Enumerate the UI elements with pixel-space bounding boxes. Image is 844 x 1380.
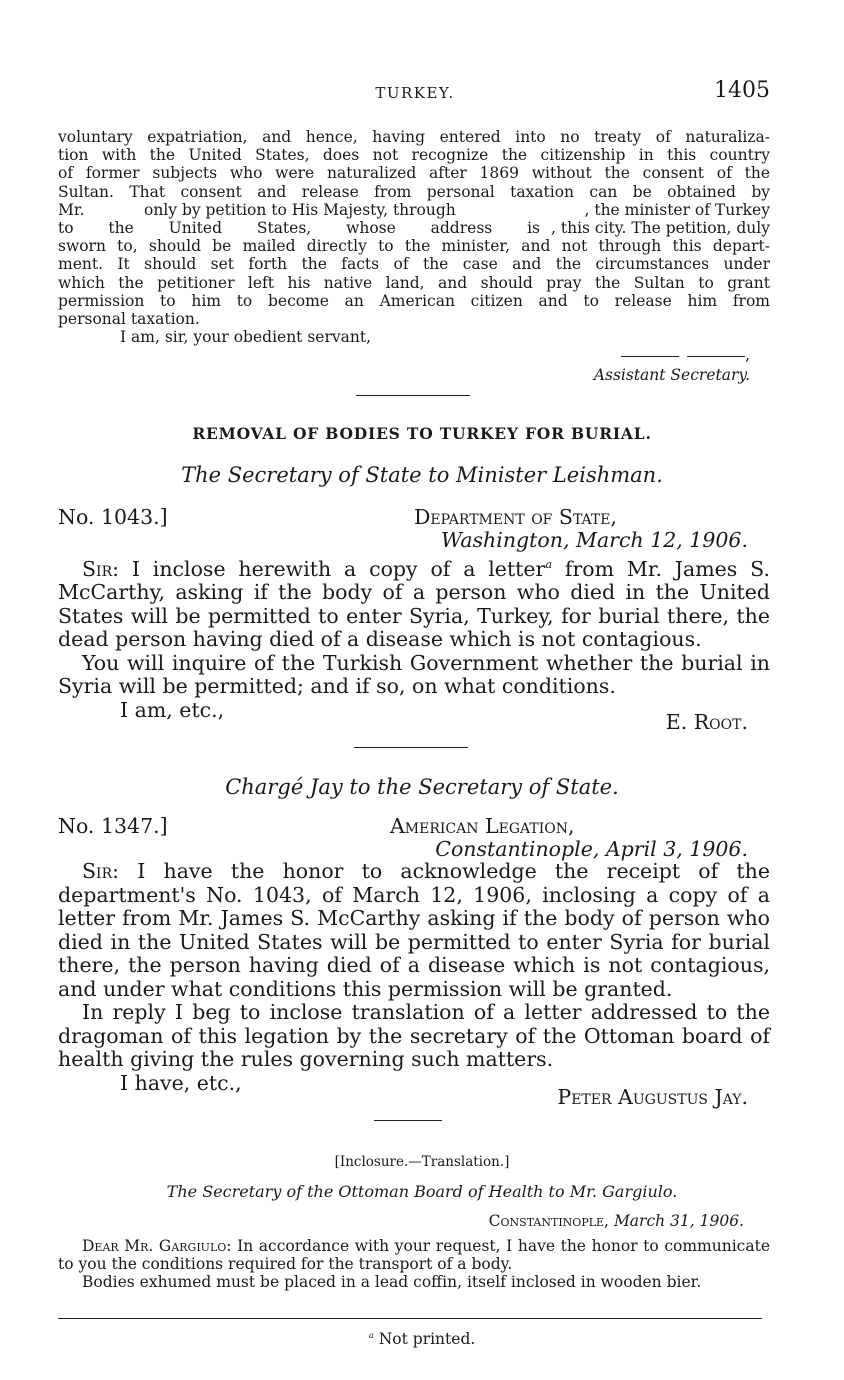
text-line: which the petitioner left his native land, and should pray the Sultan to grant [58,273,770,292]
salutation: Sir: [82,556,120,581]
doc2-dateline [435,838,748,862]
footnote-mark: a [368,1331,374,1341]
paragraph [58,1237,770,1273]
place: Washington [441,528,563,552]
text-line: tion with the United States, does not recognize the citizenship in this country [58,146,770,165]
doc1-signature: E. Root. [665,710,748,734]
text-fragment: , the minister of Turkey [584,200,770,219]
text-fragment: Mr. [58,200,85,219]
text-line: permission to him to become an American citizen and to release him from [58,291,770,310]
section-divider [356,395,470,396]
inclosure-label: [Inclosure.—Translation.] [334,1154,510,1170]
paragraph [58,860,770,1001]
signer-title: Assistant Secretary. [593,366,750,384]
section-title: REMOVAL OF BODIES TO TURKEY FOR BURIAL. [192,424,652,443]
doc2-body [58,860,770,1095]
doc1-body [58,553,770,722]
section-divider [354,747,468,748]
signature-punct: , [745,346,750,364]
text-fragment: only by petition to His Majesty, through [144,200,456,219]
text-line [58,201,770,219]
text-line: personal taxation. [58,310,200,329]
footnote-text: Not printed. [378,1330,476,1349]
running-title: TURKEY. [375,84,455,102]
footnote-ref: a [545,558,553,571]
doc1-dateline [441,529,748,553]
office-name: American Legation, [390,814,575,838]
signature-dash [687,356,745,357]
footnote-rule [58,1318,762,1319]
text-fragment: from Mr. James S. McCarthy, asking if the body of a person who died in the United States will be permitted to enter Syria, Turkey, for burial there, the dead person having died of a disease which is not contagious. [58,556,770,652]
place: Constantinople [435,837,593,861]
section-divider [374,1120,442,1121]
doc2-heading: Chargé Jay to the Secretary of State. [225,775,619,799]
text-line: sworn to, should be mailed directly to the minister, and not through this depart- [58,237,770,256]
doc1-office [414,506,617,530]
running-header [58,78,772,108]
place: Constantinople, [488,1212,609,1230]
date: , April 3, 1906. [592,837,748,861]
page-number: 1405 [714,78,770,103]
date: , March 12, 1906. [562,528,748,552]
salutation: Dear Mr. Gargiulo: [82,1237,232,1255]
paragraph: In reply I beg to inclose translation of a letter addressed to the dragoman of this legation by the secretary of the Ottoman board of health giving the rules governing such matters. [58,1000,770,1071]
closing: I am, sir, your obedient servant, [120,328,372,347]
closing: I have, etc., [120,1070,242,1095]
text-line: of former subjects who were naturalized after 1869 without the consent of the [58,164,770,183]
text-fragment: , this city. The petition, duly [551,219,770,238]
doc2-number: No. 1347.] [58,814,168,838]
signature-dash [621,356,679,357]
date: March 31, 1906. [613,1212,744,1230]
text-line: ment. It should set forth the facts of the case and the circumstances under [58,255,770,274]
signature-blank [621,346,750,364]
text-fragment: I have the honor to acknowledge the receipt of the department's No. 1043, of March 12, 1906, inclosing a copy of a letter from Mr. James S. McCarthy asking if the body of person who died in the United States will be permitted to enter Syria for burial there, the person having died of a disease which is not contagious, and under what conditions this permission will be granted. [58,859,770,1001]
text-fragment: I inclose herewith a copy of a letter [131,556,546,581]
text-line: voluntary expatriation, and hence, having entered into no treaty of naturaliza- [58,128,770,146]
paragraph: You will inquire of the Turkish Government whether the burial in Syria will be permitted; and if so, on what conditions. [58,650,770,699]
doc1-number: No. 1043.] [58,505,168,529]
text-fragment: to the United States, whose address is [58,219,540,238]
paragraph [58,553,770,652]
doc2-signature: Peter Augustus Jay. [557,1085,748,1109]
text-fragment: In accordance with your request, I have the honor to communicate to you the conditions required for the transport of a body. [58,1237,770,1274]
footnote [0,1327,844,1348]
inclosure-dateline [489,1212,744,1230]
text-line [58,219,770,237]
paragraph: Bodies exhumed must be placed in a lead coffin, itself inclosed in wooden bier. [82,1273,702,1292]
closing: I am, etc., [120,697,225,722]
office-name: Department of State, [414,505,617,529]
prior-letter-body [58,128,770,346]
inclosure-body [58,1237,770,1292]
inclosure-heading: The Secretary of the Ottoman Board of Health to Mr. Gargiulo. [166,1182,678,1201]
salutation: Sir: [82,859,120,883]
text-line: Sultan. That consent and release from personal taxation can be obtained by [58,182,770,201]
doc1-heading: The Secretary of State to Minister Leishman. [181,463,663,487]
doc2-office [390,815,575,839]
